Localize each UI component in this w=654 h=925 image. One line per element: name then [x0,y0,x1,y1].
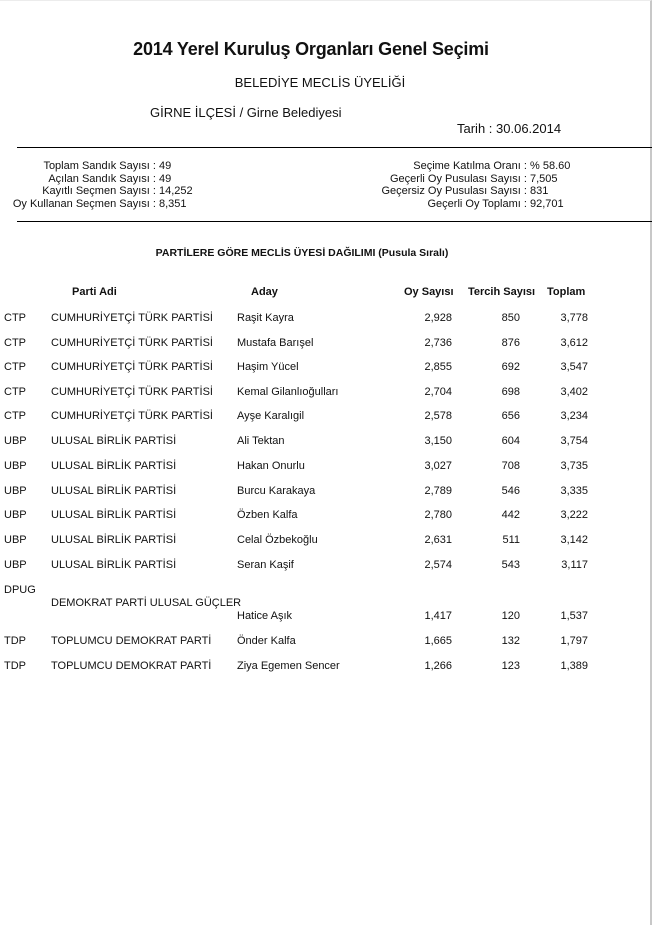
party-name: DEMOKRAT PARTİ ULUSAL GÜÇLER [51,597,242,609]
vote-count: 2,704 [424,386,452,398]
preference-count: 120 [501,610,520,622]
stat-label: Geçerli Oy Toplamı [427,197,521,210]
preference-count: 656 [501,410,520,422]
bottom-divider [17,221,652,222]
candidate-name: Hakan Onurlu [237,460,305,472]
party-name: ULUSAL BİRLİK PARTİSİ [51,509,177,521]
stat-value: 92,701 [530,197,564,210]
party-name: CUMHURİYETÇİ TÜRK PARTİSİ [51,312,213,324]
party-name: CUMHURİYETÇİ TÜRK PARTİSİ [51,386,213,398]
party-name: ULUSAL BİRLİK PARTİSİ [51,485,177,497]
party-code: UBP [4,435,27,447]
preference-count: 132 [501,635,520,647]
stats-right [350,160,578,210]
vote-count: 1,417 [424,610,452,622]
party-code: UBP [4,559,27,571]
vote-count: 2,578 [424,410,452,422]
candidate-name: Burcu Karakaya [237,485,316,497]
stat-label: Seçime Katılma Oranı [413,160,521,172]
table-row [0,410,640,426]
total-count: 3,612 [560,337,588,349]
stat-value: 49 [159,160,172,172]
stat-separator: : [520,172,530,185]
table-row [0,337,640,353]
total-count: 3,754 [560,435,588,447]
stat-valid-ballots [350,173,578,186]
stat-value: 7,505 [530,172,558,185]
total-count: 3,117 [561,559,588,571]
vote-count: 2,928 [424,312,452,324]
total-count: 3,735 [560,460,588,472]
total-count: 3,142 [560,534,588,546]
party-code: CTP [4,386,26,398]
section-title: PARTİLERE GÖRE MECLİS ÜYESİ DAĞILIMI (Pusula Sıralı) [155,247,449,259]
total-count: 3,402 [560,386,588,398]
party-name: CUMHURİYETÇİ TÜRK PARTİSİ [51,361,213,373]
report-subtitle: BELEDİYE MECLİS ÜYELİĞİ [234,75,406,90]
party-code: TDP [4,660,26,672]
table-row [0,660,640,676]
party-code: CTP [4,337,26,349]
preference-count: 604 [501,435,520,447]
stat-value: 14,252 [159,185,193,197]
vote-count: 3,027 [424,460,452,472]
column-header-votes: Oy Sayısı [404,286,454,298]
table-row [0,312,640,328]
candidate-name: Ziya Egemen Sencer [237,660,340,672]
party-code: UBP [4,485,27,497]
table-row [0,460,640,476]
preference-count: 123 [501,660,520,672]
stat-value: 831 [530,185,549,197]
district-label: GİRNE İLÇESİ / Girne Belediyesi [150,105,342,120]
table-row [0,361,640,377]
stat-value: 49 [159,172,172,185]
preference-count: 692 [501,361,520,373]
stat-label: Açılan Sandık Sayısı [48,172,150,185]
stat-total-ballot-boxes [10,160,201,173]
party-code: CTP [4,312,26,324]
candidate-name: Ali Tektan [237,435,285,447]
stat-separator: : [520,160,530,172]
table-row [0,386,640,402]
column-header-candidate: Aday [251,286,278,298]
party-code: CTP [4,410,26,422]
preference-count: 708 [501,460,520,472]
party-name: TOPLUMCU DEMOKRAT PARTİ [51,635,212,647]
table-row [0,485,640,501]
column-header-total: Toplam [547,286,586,298]
stat-value: 8,351 [159,197,187,210]
stat-separator: : [149,185,159,197]
party-name: CUMHURİYETÇİ TÜRK PARTİSİ [51,410,213,422]
total-count: 1,537 [560,610,588,622]
stat-opened-ballot-boxes [10,173,201,186]
party-name: ULUSAL BİRLİK PARTİSİ [51,435,177,447]
stat-label: Kayıtlı Seçmen Sayısı [42,185,150,197]
preference-count: 850 [501,312,520,324]
party-name: TOPLUMCU DEMOKRAT PARTİ [51,660,212,672]
party-code: DPUG [4,584,36,596]
table-row [0,435,640,451]
candidate-name: Haşim Yücel [237,361,299,373]
stat-registered-voters [10,185,201,198]
preference-count: 543 [501,559,520,571]
stat-turnout-rate [350,160,578,173]
total-count: 3,335 [560,485,588,497]
vote-count: 1,665 [424,635,452,647]
vote-count: 2,631 [424,534,452,546]
table-row [0,509,640,525]
party-code: TDP [4,635,26,647]
stat-separator: : [149,197,159,210]
preference-count: 511 [502,534,520,546]
table-row [0,559,640,575]
vote-count: 2,780 [424,509,452,521]
party-code: UBP [4,509,27,521]
stat-separator: : [520,185,530,197]
column-header-party: Parti Adi [72,286,117,298]
candidate-name: Hatice Aşık [237,610,293,622]
total-count: 1,797 [560,635,588,647]
party-name: ULUSAL BİRLİK PARTİSİ [51,534,177,546]
stat-value: % 58.60 [530,160,571,172]
party-name: ULUSAL BİRLİK PARTİSİ [51,559,177,571]
stat-separator: : [149,172,159,185]
stat-label: Geçersiz Oy Pusulası Sayısı [381,185,521,197]
total-count: 3,547 [560,361,588,373]
vote-count: 2,855 [424,361,452,373]
candidate-name: Mustafa Barışel [237,337,314,349]
stat-separator: : [520,197,530,210]
candidate-name: Ayşe Karalıgil [237,410,305,422]
candidate-name: Önder Kalfa [237,635,296,647]
party-code: CTP [4,361,26,373]
total-count: 3,778 [560,312,588,324]
stat-voters-cast [10,198,201,211]
stat-invalid-ballots [350,185,578,198]
column-header-preference: Tercih Sayısı [468,286,536,298]
table-row [0,635,640,651]
preference-count: 698 [501,386,520,398]
top-divider [17,147,652,148]
table-row [0,584,640,624]
table-row [0,534,640,550]
preference-count: 546 [501,485,520,497]
vote-count: 3,150 [424,435,452,447]
preference-count: 876 [501,337,520,349]
report-date: Tarih : 30.06.2014 [457,121,562,136]
candidate-name: Raşit Kayra [237,312,294,324]
vote-count: 2,789 [424,485,452,497]
party-code: UBP [4,534,27,546]
total-count: 3,222 [560,509,588,521]
stat-valid-vote-total [350,198,578,211]
total-count: 3,234 [560,410,588,422]
candidate-name: Celal Özbekoğlu [237,534,318,546]
stat-label: Oy Kullanan Seçmen Sayısı [12,197,150,210]
stats-left [10,160,201,210]
party-name: CUMHURİYETÇİ TÜRK PARTİSİ [51,337,213,349]
stat-label: Geçerli Oy Pusulası Sayısı [390,172,521,185]
party-code: UBP [4,460,27,472]
report-title: 2014 Yerel Kuruluş Organları Genel Seçimi [133,39,489,59]
candidate-name: Kemal Gilanlıoğulları [237,386,339,398]
total-count: 1,389 [560,660,588,672]
candidate-name: Özben Kalfa [237,509,298,521]
party-name: ULUSAL BİRLİK PARTİSİ [51,460,177,472]
vote-count: 2,736 [424,337,452,349]
vote-count: 2,574 [424,559,452,571]
vote-count: 1,266 [424,660,452,672]
stat-separator: : [149,160,159,172]
stat-label: Toplam Sandık Sayısı [43,160,150,172]
candidate-name: Seran Kaşif [237,559,294,571]
preference-count: 442 [501,509,520,521]
